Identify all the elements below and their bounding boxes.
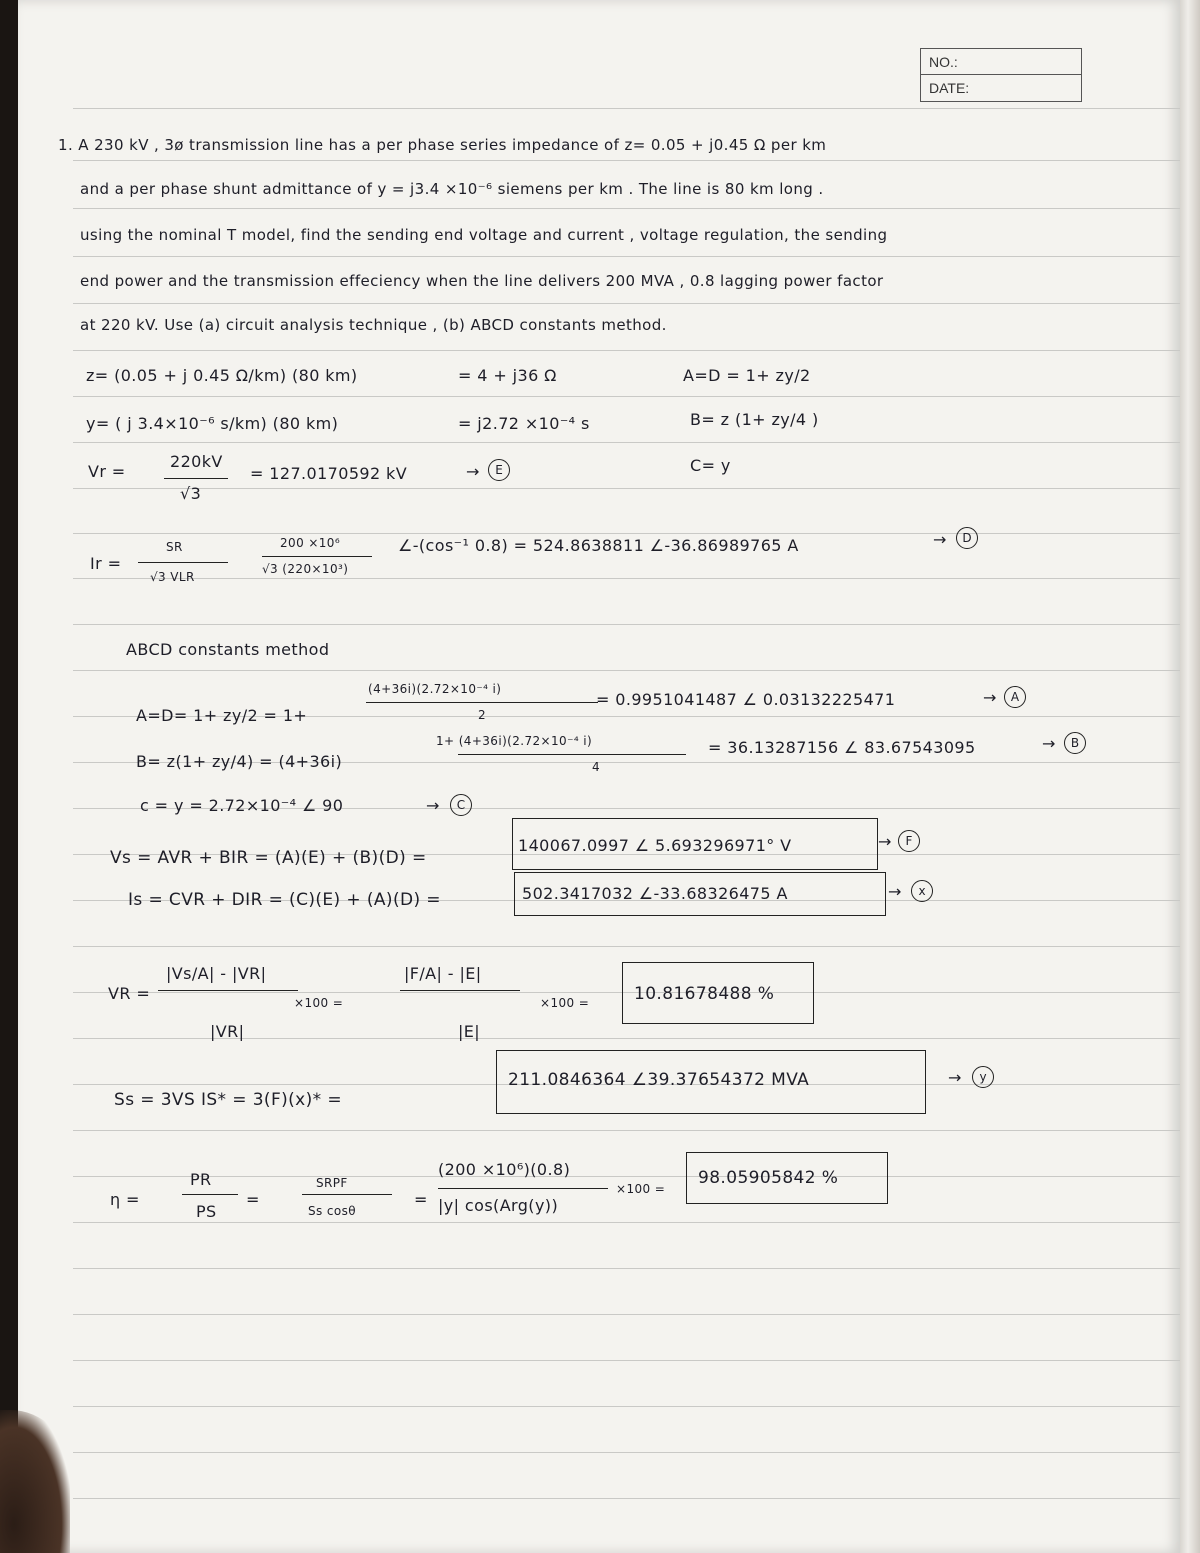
fraction-bar (182, 1194, 238, 1195)
ruled-line (73, 350, 1180, 351)
vr-label: Vr = (88, 462, 126, 481)
eff-num-value: (200 ×10⁶)(0.8) (438, 1160, 571, 1179)
ruled-line (73, 160, 1180, 161)
problem-line-5: at 220 kV. Use (a) circuit analysis technique , (b) ABCD constants method. (80, 316, 667, 334)
ruled-line (73, 670, 1180, 671)
ruled-line (73, 578, 1180, 579)
ruled-line (73, 256, 1180, 257)
ruled-line (73, 488, 1180, 489)
vr-reg-numerator: |Vs/A| - |VR| (166, 964, 267, 983)
ruled-line (73, 1268, 1180, 1269)
ruled-line (73, 442, 1180, 443)
y-calc: y= ( j 3.4×10⁻⁶ s/km) (80 km) (86, 414, 339, 433)
problem-line-4: end power and the transmission effeciency when the line delivers 200 MVA , 0.8 lagging power factor (80, 272, 884, 290)
no-label: NO.: (921, 49, 1081, 75)
arrow-icon: → (426, 796, 440, 815)
no-date-box (920, 48, 1082, 102)
ir-label: Ir = (90, 554, 122, 573)
ruled-line (73, 1406, 1180, 1407)
eff-den-sscos: Ss cosθ (308, 1204, 357, 1218)
tag-x-circle: x (911, 880, 933, 902)
fraction-bar (158, 990, 298, 991)
c-formula: c = y = 2.72×10⁻⁴ ∠ 90 (140, 796, 344, 815)
vs-formula: Vs = AVR + BIR = (A)(E) + (B)(D) = (110, 848, 427, 868)
b-denominator: 4 (592, 760, 601, 774)
ruled-line (73, 1360, 1180, 1361)
ad-formula: A=D= 1+ zy/2 = 1+ (136, 706, 308, 725)
eff-label: η = (110, 1190, 140, 1209)
formula-a-d: A=D = 1+ zy/2 (683, 366, 811, 385)
ruled-line (73, 1452, 1180, 1453)
eff-value: 98.05905842 % (698, 1168, 839, 1188)
vr-reg-denominator-2: |E| (458, 1022, 481, 1041)
abcd-heading: ABCD constants method (126, 640, 330, 659)
ruled-line (73, 303, 1180, 304)
arrow-icon: → (933, 530, 947, 549)
arrow-icon: → (948, 1068, 962, 1087)
z-result: = 4 + j36 Ω (458, 366, 557, 385)
vr-denominator: √3 (180, 484, 202, 503)
y-result: = j2.72 ×10⁻⁴ s (458, 414, 590, 433)
vr-numerator: 220kV (170, 452, 223, 471)
problem-line-2: and a per phase shunt admittance of y = j3.4 ×10⁻⁶ siemens per km . The line is 80 km long . (80, 180, 824, 198)
tag-b-circle: B (1064, 732, 1086, 754)
ruled-line (73, 208, 1180, 209)
tag-d-circle: D (956, 527, 978, 549)
fraction-bar (458, 754, 686, 755)
arrow-icon: → (878, 832, 892, 851)
ruled-line (73, 624, 1180, 625)
eff-times: ×100 = (616, 1182, 666, 1196)
ss-formula: Ss = 3VS IS* = 3(F)(x)* = (114, 1090, 343, 1110)
z-calc: z= (0.05 + j 0.45 Ω/km) (80 km) (86, 366, 358, 385)
arrow-icon: → (983, 688, 997, 707)
tag-y-circle: y (972, 1066, 994, 1088)
fraction-bar (366, 702, 598, 703)
fraction-bar (302, 1194, 392, 1195)
ad-result: = 0.9951041487 ∠ 0.03132225471 (596, 690, 896, 709)
is-value: 502.3417032 ∠-33.68326475 A (522, 884, 788, 903)
ruled-line (73, 1222, 1180, 1223)
arrow-icon: → (1042, 734, 1056, 753)
vs-value: 140067.0997 ∠ 5.693296971° V (518, 836, 792, 855)
ruled-line (73, 396, 1180, 397)
b-numerator: 1+ (4+36i)(2.72×10⁻⁴ i) (436, 734, 593, 748)
eff-eq-2: = (414, 1190, 428, 1209)
formula-c: C= y (690, 456, 731, 475)
ad-denominator: 2 (478, 708, 487, 722)
ad-numerator: (4+36i)(2.72×10⁻⁴ i) (368, 682, 502, 696)
page-stack-edge (1180, 0, 1200, 1553)
vr-reg-label: VR = (108, 984, 151, 1003)
arrow-icon: → (888, 882, 902, 901)
ruled-line (73, 1314, 1180, 1315)
tag-e-circle: E (488, 459, 510, 481)
formula-b: B= z (1+ zy/4 ) (690, 410, 819, 429)
eff-num-pr: PR (190, 1170, 212, 1189)
fraction-bar (400, 990, 520, 991)
fraction-bar (164, 478, 228, 479)
vr-reg-value: 10.81678488 % (634, 984, 775, 1004)
ruled-line (73, 1130, 1180, 1131)
fraction-bar (438, 1188, 608, 1189)
vr-result: = 127.0170592 kV (250, 464, 408, 483)
ruled-line (73, 1176, 1180, 1177)
ruled-line (73, 533, 1180, 534)
vr-reg-denominator: |VR| (210, 1022, 245, 1041)
problem-line-3: using the nominal T model, find the sending end voltage and current , voltage regulation, the sending (80, 226, 888, 244)
ss-value: 211.0846364 ∠39.37654372 MVA (508, 1070, 810, 1090)
ir-denominator: √3 VLR (150, 570, 195, 584)
eff-den-value: |y| cos(Arg(y)) (438, 1196, 559, 1215)
tag-f-circle: F (898, 830, 920, 852)
ir-result: ∠-(cos⁻¹ 0.8) = 524.8638811 ∠-36.86989765 A (398, 536, 799, 555)
b-result: = 36.13287156 ∠ 83.67543095 (708, 738, 976, 757)
vr-reg-times-2: ×100 = (540, 996, 590, 1010)
arrow-icon: → (466, 462, 480, 481)
ir-numerator-2: 200 ×10⁶ (280, 536, 341, 550)
ruled-line (73, 946, 1180, 947)
date-label: DATE: (929, 80, 970, 96)
ruled-line (73, 108, 1180, 109)
eff-num-srpf: SRPF (316, 1176, 348, 1190)
is-formula: Is = CVR + DIR = (C)(E) + (A)(D) = (128, 890, 441, 910)
eff-den-ps: PS (196, 1202, 217, 1221)
ir-denominator-2: √3 (220×10³) (262, 562, 349, 576)
ruled-line (73, 1498, 1180, 1499)
vr-reg-numerator-2: |F/A| - |E| (404, 964, 482, 983)
vr-reg-times: ×100 = (294, 996, 344, 1010)
tag-c-circle: C (450, 794, 472, 816)
fraction-bar (138, 562, 228, 563)
problem-line-1: 1. A 230 kV , 3ø transmission line has a per phase series impedance of z= 0.05 + j0.45 Ω per km (58, 136, 827, 154)
notebook-page (18, 0, 1180, 1553)
tag-a-circle: A (1004, 686, 1026, 708)
b-formula: B= z(1+ zy/4) = (4+36i) (136, 752, 343, 771)
ir-numerator: SR (166, 540, 183, 554)
eff-eq-1: = (246, 1190, 260, 1209)
fraction-bar (262, 556, 372, 557)
